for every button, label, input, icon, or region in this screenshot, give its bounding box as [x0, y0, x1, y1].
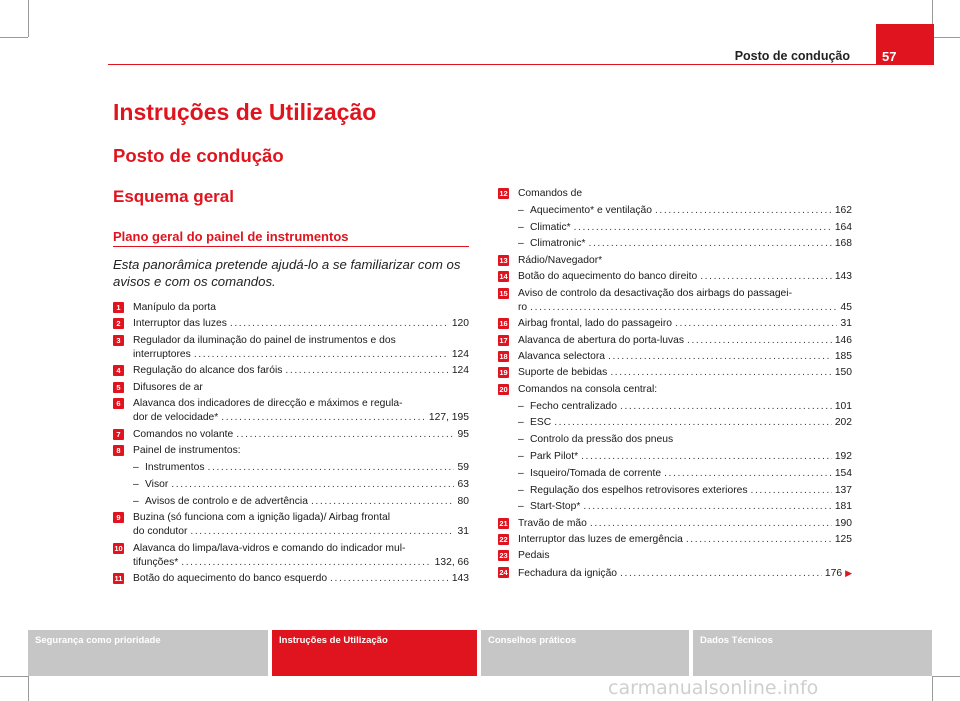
footer-tab-conselhos[interactable]: Conselhos práticos [481, 630, 689, 676]
sub-item-label: Climatic* [530, 221, 571, 233]
legend-item [498, 287, 852, 315]
item-label: Painel de instrumentos: [133, 445, 241, 457]
sub-item-label: ESC [530, 417, 552, 429]
page-ref: 127, 195 [428, 412, 469, 424]
sub-item-label: Start-Stop* [530, 501, 581, 513]
item-number-badge: 12 [499, 189, 508, 198]
page-ref: 63 [457, 478, 469, 490]
legend-item [498, 549, 852, 563]
legend-item [498, 517, 852, 531]
footer-tab-dados[interactable]: Dados Técnicos [693, 630, 932, 676]
header-rule [108, 64, 876, 65]
section-title: Posto de condução [113, 145, 284, 166]
item-number-badge: 18 [499, 351, 508, 361]
item-number-badge: 21 [499, 518, 508, 528]
page-ref: 59 [457, 461, 469, 473]
sub-item-label: Avisos de controlo e de advertência [145, 495, 308, 507]
page-ref: 143 [451, 573, 469, 585]
item-number-badge: 11 [114, 574, 123, 584]
item-number-badge: 14 [499, 272, 508, 282]
chapter-title: Instruções de Utilização [113, 99, 377, 125]
legend-item [113, 397, 469, 425]
item-number-badge: 16 [499, 319, 508, 329]
item-number-badge: 6 [113, 398, 124, 409]
item-number-badge: 7 [113, 429, 124, 440]
sub-item-label: Isqueiro/Tomada de corrente [530, 467, 662, 479]
page-ref: 176 [824, 567, 843, 579]
legend-item [113, 364, 469, 378]
item-label: Alavanca do limpa/lava-vidros e comando do indicador mul- [133, 542, 406, 554]
item-label: Buzina (só funciona com a ignição ligada)/ Airbag frontal [133, 511, 390, 523]
item-label-cont: tifunções* [133, 556, 179, 568]
item-number-badge: 17 [499, 335, 508, 345]
page-ref: 95 [457, 428, 469, 440]
item-label-cont: ro [518, 301, 528, 313]
item-label: Airbag frontal, lado do passageiro [518, 318, 672, 330]
item-number-badge: 2 [113, 318, 124, 329]
item-number-badge: 8 [113, 445, 124, 456]
sub-item-label: Controlo da pressão dos pneus [530, 434, 674, 446]
intro-text: Esta panorâmica pretende ajudá-lo a se familiarizar com os avisos e com os comandos. [113, 257, 461, 289]
sub-item-label: Regulação dos espelhos retrovisores exteriores [530, 484, 748, 496]
item-label: Interruptor das luzes [133, 318, 227, 330]
page-ref: 31 [457, 526, 469, 538]
right-legend-column [498, 187, 852, 583]
legend-item [113, 542, 469, 570]
page-ref: 125 [834, 534, 852, 546]
page-ref: 137 [834, 484, 852, 496]
item-number-badge: 22 [499, 535, 508, 545]
item-number-badge: 10 [114, 543, 123, 553]
page-ref: 168 [834, 238, 852, 250]
legend-item [113, 301, 469, 315]
item-label: Travão de mão [518, 517, 587, 529]
legend-item: 20 Comandos na consola central: – Fecho centralizado ..... 101 – ESC ..... 202 – Controlo da pressão dos pneus – Park Pilot* ..... 192 – Isqueiro/Tomada de corrente ..... 154 – Regulação dos espelhos retrovisores exteriores ..... 137 – Start-Stop* ..... 181 [498, 383, 852, 515]
watermark: carmanualsonline.info [608, 677, 819, 699]
item-label: Alavanca dos indicadores de direcção e máximos e regula- [133, 398, 403, 410]
page-number-box [876, 24, 934, 65]
legend-item [113, 572, 469, 586]
topic-rule [113, 246, 469, 247]
item-number-badge: 13 [499, 255, 508, 265]
legend-item [498, 254, 852, 268]
subsection-title: Esquema geral [113, 187, 234, 206]
page-ref: 80 [457, 495, 469, 507]
topic-title: Plano geral do painel de instrumentos [113, 229, 349, 244]
item-label: Difusores de ar [133, 381, 203, 393]
page-ref: 31 [840, 318, 852, 330]
item-label: Comandos de [518, 188, 583, 199]
legend-item [498, 350, 852, 364]
item-label: Manípulo da porta [133, 302, 217, 313]
running-header: Posto de condução [734, 49, 850, 63]
legend-item [498, 270, 852, 284]
page-ref: 124 [451, 365, 469, 377]
page-ref: 101 [834, 400, 852, 412]
page-ref: 154 [834, 467, 852, 479]
item-number-badge: 3 [113, 335, 124, 346]
legend-item [498, 533, 852, 547]
legend-item [113, 317, 469, 331]
item-label-cont: do condutor [133, 526, 188, 538]
legend-item [113, 428, 469, 442]
sub-item-label: Park Pilot* [530, 450, 579, 462]
footer-tab-instrucoes[interactable]: Instruções de Utilização [272, 630, 477, 676]
item-label: Botão do aquecimento do banco esquerdo [133, 573, 328, 585]
item-label: Regulação do alcance dos faróis [133, 365, 283, 377]
page-ref: 124 [451, 348, 469, 360]
page-ref: 190 [834, 517, 852, 529]
sub-item-label: Climatronic* [530, 238, 586, 250]
item-number-badge: 19 [499, 368, 508, 378]
legend-item [498, 317, 852, 331]
item-label: Pedais [518, 550, 550, 562]
item-label: Interruptor das luzes de emergência [518, 534, 683, 546]
legend-item [498, 334, 852, 348]
legend-item [498, 366, 852, 380]
sub-item-label: Fecho centralizado [530, 400, 618, 412]
item-number-badge: 23 [499, 551, 508, 561]
item-label: Comandos na consola central: [518, 383, 658, 395]
page-ref: 146 [834, 334, 852, 346]
item-number-badge: 20 [499, 384, 508, 394]
page-ref: 120 [451, 318, 469, 330]
page-ref: 185 [834, 350, 852, 362]
item-label: Fechadura da ignição [518, 567, 618, 579]
item-label: Rádio/Navegador* [518, 254, 603, 266]
item-number-badge: 9 [113, 512, 124, 523]
legend-item: 8 Painel de instrumentos: – Instrumentos ..... 59 – Visor ..... 63 – Avisos de controlo e de advertência ..... 80 [113, 444, 469, 509]
legend-item [113, 511, 469, 539]
page-ref: 162 [834, 204, 852, 216]
item-number-badge: 4 [113, 365, 124, 376]
continue-arrow-icon: ▶ [845, 567, 852, 578]
page-ref: 192 [834, 450, 852, 462]
item-label: Alavanca selectora [518, 350, 606, 362]
item-label: Regulador da iluminação do painel de instrumentos e dos [133, 334, 396, 346]
page-number: 57 [882, 49, 897, 64]
item-label-cont: dor de velocidade* [133, 412, 219, 424]
sub-item-label: Instrumentos [145, 461, 205, 473]
item-label: Botão do aquecimento do banco direito [518, 271, 698, 283]
item-label: Comandos no volante [133, 428, 234, 440]
footer-tab-seguranca[interactable]: Segurança como prioridade [28, 630, 268, 676]
legend-item [498, 566, 852, 581]
page-ref: 164 [834, 221, 852, 233]
item-number-badge: 1 [113, 302, 124, 313]
sub-item-label: Aquecimento* e ventilação [530, 204, 652, 216]
legend-item: 12 Comandos de – Aquecimento* e ventilação ..... 162 – Climatic* ..... 164 – Climatronic* ..... 168 [498, 187, 852, 252]
page-ref: 202 [834, 417, 852, 429]
page-ref: 181 [834, 501, 852, 513]
item-number-badge: 15 [499, 288, 508, 298]
left-legend-column [113, 301, 469, 589]
sub-item-label: Visor [145, 478, 169, 490]
page-ref: 132, 66 [434, 556, 469, 568]
item-number-badge: 24 [499, 567, 508, 577]
page-ref: 143 [834, 271, 852, 283]
item-label: Aviso de controlo da desactivação dos airbags do passagei- [518, 287, 792, 299]
legend-item [113, 334, 469, 362]
item-label: Alavanca de abertura do porta-luvas [518, 334, 684, 346]
item-label: Suporte de bebidas [518, 367, 608, 379]
item-label-cont: interruptores [133, 348, 191, 360]
item-number-badge: 5 [113, 382, 124, 393]
page-ref: 150 [834, 367, 852, 379]
page-ref: 45 [840, 301, 852, 313]
legend-item [113, 381, 469, 395]
